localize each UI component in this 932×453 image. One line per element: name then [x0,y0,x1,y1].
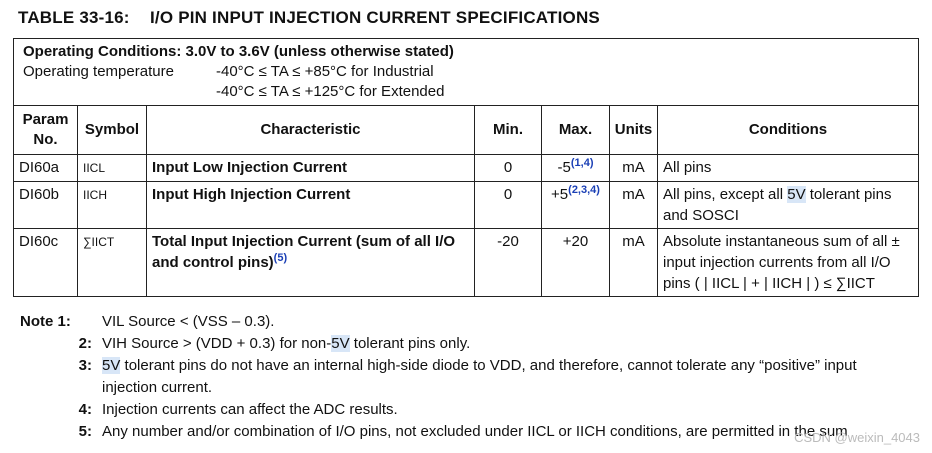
symbol-cell: ∑IICT [78,229,147,297]
header-row [14,106,919,155]
table-row [14,182,919,229]
footnote-ref[interactable]: (2,3,4) [568,184,600,196]
note-text: 5V tolerant pins do not have an internal high-side diode to VDD, and therefore, cannot tolerate any “positive” input injection current. [102,357,857,396]
units-cell: mA [610,155,658,182]
note-item [20,399,862,421]
min-cell: 0 [475,182,542,229]
header-symbol: Symbol [78,106,147,155]
notes-section [20,311,862,443]
symbol-cell: IICH [78,182,147,229]
max-cell: $+5^{(2,3,4)}$ [542,182,610,229]
note-item [20,355,862,399]
note-item [20,333,862,355]
characteristic-cell: Input High Injection Current [147,182,475,229]
note-key: Note 1: [20,313,71,330]
table-title [18,8,600,28]
header-param: Param No. [14,106,78,155]
note-key: 3: [78,357,92,374]
units-cell: mA [610,182,658,229]
note-item [20,311,862,333]
temperature-extended: -40°C ≤ TA ≤ +125°C for Extended [216,83,445,100]
operating-conditions [14,39,919,106]
highlighted-term: 5V [102,357,121,374]
temperature-industrial: -40°C ≤ TA ≤ +85°C for Industrial [216,63,434,80]
min-cell: 0 [475,155,542,182]
note-key: 5: [78,423,92,440]
note-item [20,421,862,443]
conditions-cell: Absolute instantaneous sum of all ± input injection currents from all I/O pins ( | IICL | + | IICH | ) ≤ ∑IICT [658,229,919,297]
footnote-ref[interactable]: (5) [273,252,288,264]
highlighted-term: 5V [331,335,350,352]
param-cell: DI60c [14,229,78,297]
table-row [14,229,919,297]
header-conditions: Conditions [658,106,919,155]
units-cell: mA [610,229,658,297]
characteristic-cell: Input Low Injection Current [147,155,475,182]
operating-temperature-label: Operating temperature [23,63,174,80]
note-text: Any number and/or combination of I/O pins, not excluded under IICL or IICH conditions, are permitted in the sum [102,423,848,440]
operating-conditions-row [14,39,919,106]
spec-table [13,38,919,297]
max-cell: +20 [542,229,610,297]
header-units: Units [610,106,658,155]
characteristic-cell: Total Input Injection Current (sum of all I/O and control pins)$^{(5)}$ [147,229,475,297]
footnote-ref[interactable]: (1,4) [570,157,594,169]
table-title-text: I/O PIN INPUT INJECTION CURRENT SPECIFICATIONS [150,8,600,27]
table-row [14,155,919,182]
note-key: 2: [78,335,92,352]
operating-conditions-line: Operating Conditions: 3.0V to 3.6V (unless otherwise stated) [23,43,454,60]
max-cell: -5$^{(1,4)}$ [542,155,610,182]
conditions-cell: All pins, except all 5V tolerant pins and SOSCI [658,182,919,229]
param-cell: DI60b [14,182,78,229]
watermark: CSDN @weixin_4043 [794,430,920,445]
symbol-cell: IICL [78,155,147,182]
note-text: VIL Source < (VSS – 0.3). [102,313,275,330]
header-max: Max. [542,106,610,155]
highlighted-term: 5V [787,186,806,203]
header-min: Min. [475,106,542,155]
conditions-cell: All pins [658,155,919,182]
table-number: TABLE 33-16: [18,8,130,27]
note-text: VIH Source > (VDD + 0.3) for non-5V tolerant pins only. [102,335,471,352]
note-key: 4: [78,401,92,418]
note-text: Injection currents can affect the ADC results. [102,401,398,418]
header-characteristic: Characteristic [147,106,475,155]
min-cell: -20 [475,229,542,297]
param-cell: DI60a [14,155,78,182]
